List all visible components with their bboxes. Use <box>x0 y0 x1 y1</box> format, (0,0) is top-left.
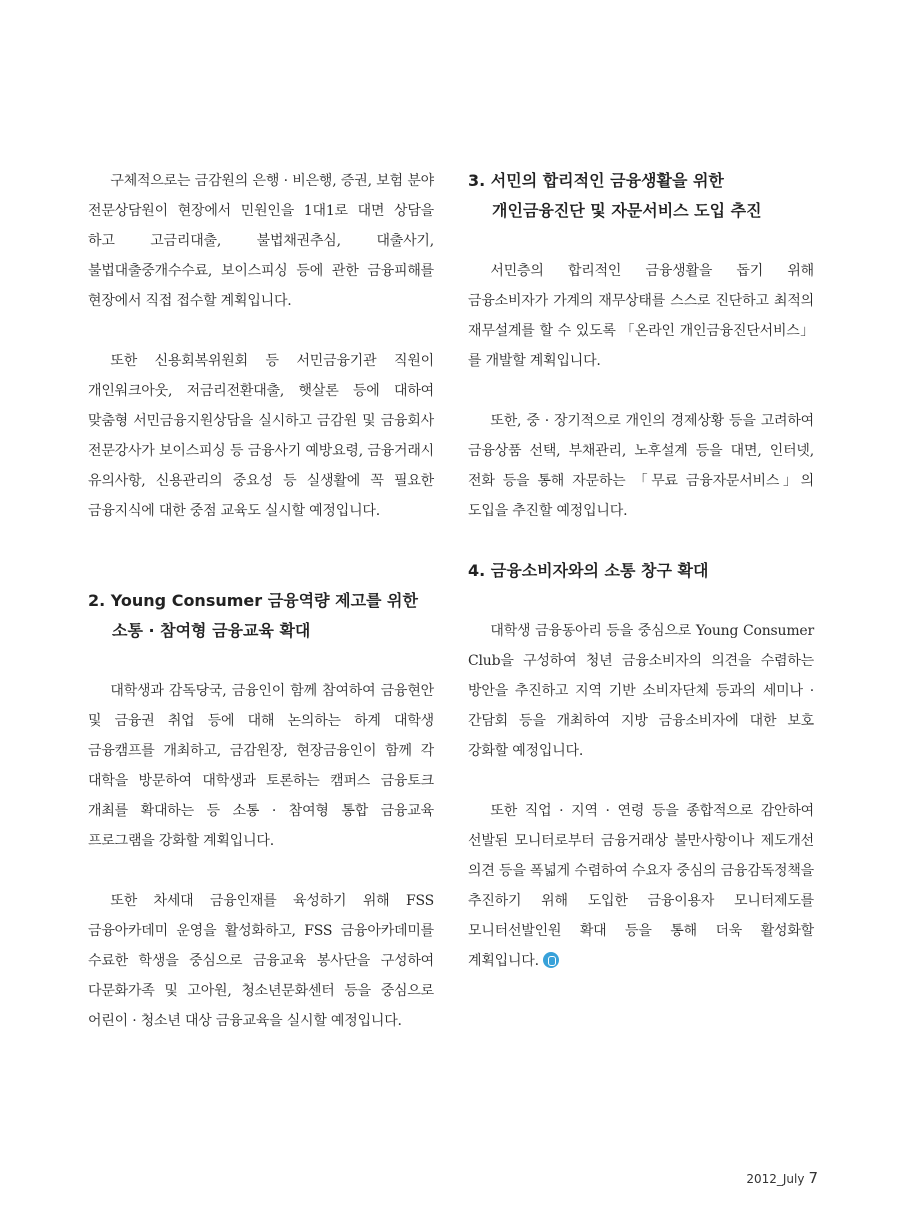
page-number: 7 <box>808 1169 818 1187</box>
issue-label: 2012_July <box>746 1172 805 1186</box>
paragraph: 또한, 중 · 장기적으로 개인의 경제상황 등을 고려하여 금융상품 선택, 부채관리, 노후설계 등을 대면, 인터넷, 전화 등을 통해 자문하는 「무료 금융자문서비스」의 도입을 추진할 예정입니다. <box>468 413 814 519</box>
paragraph-text: 또한 직업 · 지역 · 연령 등을 종합적으로 감안하여 선발된 모니터로부터 금융거래상 불만사항이나 제도개선 의견 등을 폭넓게 수렴하여 수요자 중심의 금융감독정책을 추진하기 위해 도입한 금융이용자 모니터제도를 모니터선발인원 확대 등을 통해 더욱 활성화할 계획입니다. <box>468 803 814 969</box>
right-column <box>468 166 814 976</box>
paragraph: 대학생 금융동아리 등을 중심으로 Young Consumer Club을 구성하여 청년 금융소비자의 의견을 수렴하는 방안을 추진하고 지역 기반 소비자단체 등과의 세미나 · 간담회 등을 개최하여 지방 금융소비자에 대한 보호 강화할 예정입니다. <box>468 623 814 759</box>
paragraph-last <box>468 796 814 976</box>
paragraph: 구체적으로는 금감원의 은행 · 비은행, 증권, 보험 분야 전문상담원이 현장에서 민원인을 1대1로 대면 상담을 하고 고금리대출, 불법채권추심, 대출사기, 불법대출중개수수료, 보이스피싱 등에 관한 금융피해를 현장에서 직접 접수할 계획입니다. <box>88 173 434 309</box>
paragraph: 대학생과 감독당국, 금융인이 함께 참여하여 금융현안 및 금융권 취업 등에 대해 논의하는 하계 대학생 금융캠프를 개최하고, 금감원장, 현장금융인이 함께 각 대학을 방문하여 대학생과 토론하는 캠퍼스 금융토크 개최를 확대하는 등 소통 · 참여형 통합 금융교육 프로그램을 강화할 계획입니다. <box>88 683 434 849</box>
section-heading: 2. Young Consumer 금융역량 제고를 위한 소통 · 참여형 금융교육 확대 <box>88 591 418 640</box>
left-column <box>88 166 434 1036</box>
section-heading: 4. 금융소비자와의 소통 창구 확대 <box>468 561 709 580</box>
article-end-icon <box>543 952 559 968</box>
paragraph: 또한 신용회복위원회 등 서민금융기관 직원이 개인워크아웃, 저금리전환대출, 햇살론 등에 대하여 맞춤형 서민금융지원상담을 실시하고 금감원 및 금융회사 전문강사가 보이스피싱 등 금융사기 예방요령, 금융거래시 유의사항, 신용관리의 중요성 등 실생활에 꼭 필요한 금융지식에 대한 중점 교육도 실시할 예정입니다. <box>88 353 434 519</box>
section-heading: 3. 서민의 합리적인 금융생활을 위한 개인금융진단 및 자문서비스 도입 추진 <box>468 171 762 220</box>
paragraph: 서민층의 합리적인 금융생활을 돕기 위해 금융소비자가 가계의 재무상태를 스스로 진단하고 최적의 재무설계를 할 수 있도록 「온라인 개인금융진단서비스」를 개발할 계획입니다. <box>468 263 814 369</box>
paragraph: 또한 차세대 금융인재를 육성하기 위해 FSS 금융아카데미 운영을 활성화하고, FSS 금융아카데미를 수료한 학생을 중심으로 금융교육 봉사단을 구성하여 다문화가족 및 고아원, 청소년문화센터 등을 중심으로 어린이 · 청소년 대상 금융교육을 실시할 예정입니다. <box>88 893 434 1029</box>
page-footer <box>746 1168 818 1187</box>
